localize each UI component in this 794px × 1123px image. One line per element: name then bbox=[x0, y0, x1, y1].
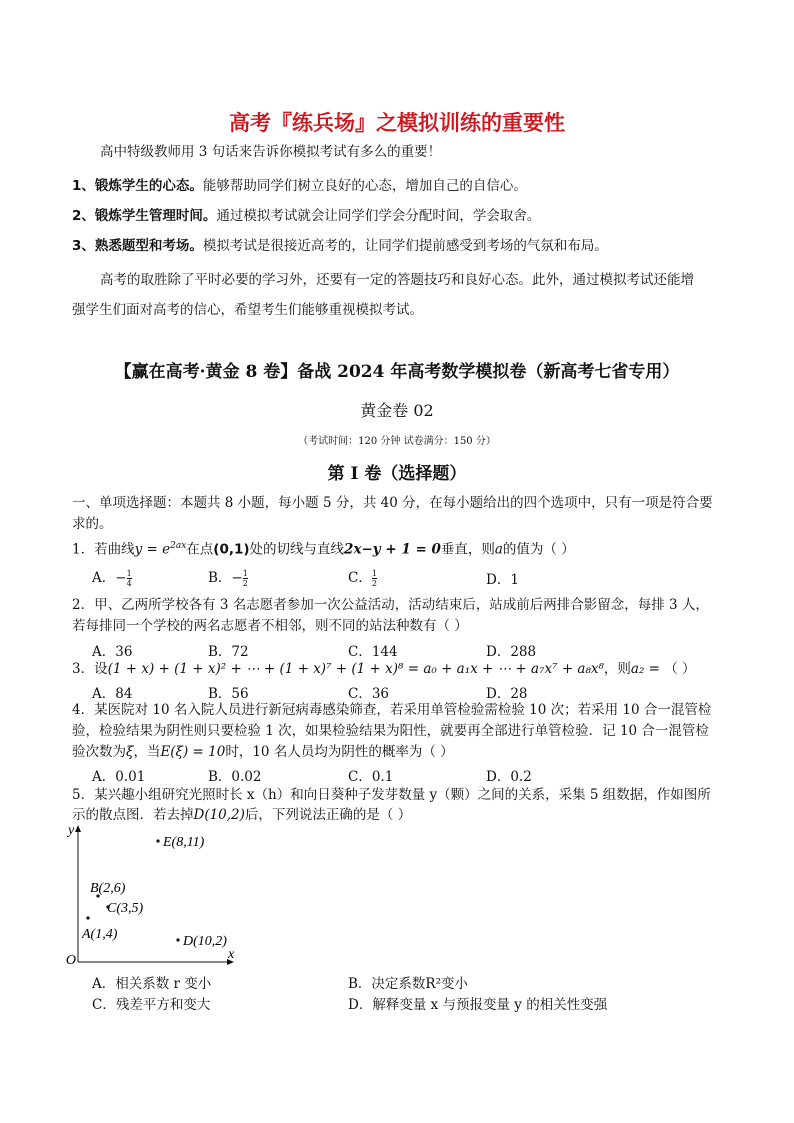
closing-line-1: 高考的取胜除了平时必要的学习外，还要有一定的答题技巧和良好心态。此外，通过模拟考试还能增 bbox=[100, 272, 694, 288]
section-intro-line-2: 求的。 bbox=[72, 516, 113, 532]
point-3-head: 熟悉题型和考场。 bbox=[94, 238, 203, 254]
q4-line3-c: 时，10 名人员均为阴性的概率为（ ） bbox=[225, 744, 454, 760]
q5-option-b[interactable]: B．决定系数R²变小 bbox=[348, 976, 468, 992]
q1-option-c-den: 2 bbox=[371, 579, 377, 588]
q2-option-b[interactable]: B．72 bbox=[208, 644, 249, 660]
question-4-line-2: 验，检验结果为阴性则只要检验 1 次，如果检验结果为阳性，就要再全部进行单管检验．记 10 合一混管检 bbox=[72, 723, 709, 739]
q1-exp: 2ax bbox=[170, 541, 187, 551]
q5-option-c[interactable]: C．残差平方和变大 bbox=[92, 997, 211, 1013]
q5-point: D(10,2) bbox=[193, 807, 245, 823]
q1-point: (0,1) bbox=[213, 541, 250, 558]
q4-line3-b: ，当 bbox=[133, 744, 161, 760]
question-2-line-1: 2．甲、乙两所学校各有 3 名志愿者参加一次公益活动，活动结束后，站成前后两排合影留念，每排 3 人， bbox=[72, 597, 709, 613]
point-1-text: 能够帮助同学们树立良好的心态，增加自己的自信心。 bbox=[202, 178, 527, 194]
q1-option-c[interactable] bbox=[348, 566, 377, 588]
q1-option-b-den: 2 bbox=[242, 579, 248, 588]
q1-option-b-sign: − bbox=[231, 570, 243, 586]
question-2-line-2: 若每排同一个学校的两名志愿者不相邻，则不同的站法种数有（ ） bbox=[72, 618, 468, 634]
q3-option-d[interactable]: D．28 bbox=[486, 686, 528, 702]
q5-option-d[interactable]: D．解释变量 x 与预报变量 y 的相关性变强 bbox=[348, 997, 608, 1013]
q3-suffix: = （ ） bbox=[644, 661, 696, 677]
q4-option-b[interactable]: B．0.02 bbox=[208, 769, 262, 785]
section-intro-line-1: 一、单项选择题：本题共 8 小题，每小题 5 分，共 40 分，在每小题给出的四个选项中，只有一项是符合要 bbox=[72, 495, 713, 511]
closing-line-2: 强学生们面对高考的信心，希望考生们能够重视模拟考试。 bbox=[72, 302, 423, 318]
q1-option-c-label: C． bbox=[348, 570, 372, 586]
q4-option-d[interactable]: D．0.2 bbox=[486, 769, 532, 785]
q2-option-a[interactable]: A．36 bbox=[92, 644, 133, 660]
q1-option-b[interactable] bbox=[208, 566, 248, 588]
q3-option-c[interactable]: C．36 bbox=[348, 686, 390, 702]
scatter-point-0 bbox=[86, 916, 89, 919]
q5-line2-a: 示的散点图．若去掉 bbox=[72, 807, 194, 823]
q1-prefix: 1．若曲线 bbox=[72, 541, 135, 558]
question-5-line-1: 5．某兴趣小组研究光照时长 x（h）和向日葵种子发芽数量 y（颗）之间的关系，采集 5 组数据，作如图所 bbox=[72, 787, 711, 803]
question-3-stem bbox=[72, 660, 696, 678]
scatter-plot bbox=[65, 822, 238, 970]
q1-option-d[interactable] bbox=[486, 568, 519, 588]
q5-line2-b: 后，下列说法正确的是（ ） bbox=[244, 807, 412, 823]
y-axis-label: y bbox=[68, 823, 75, 838]
q1-var: a bbox=[494, 541, 503, 558]
q1-option-c-num: 1 bbox=[371, 569, 377, 578]
exam-subtitle: 黄金卷 02 bbox=[360, 401, 434, 420]
part-title: 第 I 卷（选择题） bbox=[327, 464, 467, 484]
q1-option-a-label: A． bbox=[92, 570, 116, 586]
q1-option-b-label: B． bbox=[208, 570, 232, 586]
scatter-point-label-1: B(2,6) bbox=[90, 881, 126, 896]
q3-var: a₂ bbox=[630, 661, 645, 677]
q1-option-d-value: 1 bbox=[510, 572, 519, 588]
point-1 bbox=[72, 177, 527, 195]
point-1-num: 1、 bbox=[72, 178, 95, 194]
exam-title: 【赢在高考·黄金 8 卷】备战 2024 年高考数学模拟卷（新高考七省专用） bbox=[114, 362, 680, 382]
q1-line: 2x−y + 1 = 0 bbox=[344, 541, 441, 558]
y-axis-arrow bbox=[75, 825, 81, 832]
point-2-num: 2、 bbox=[72, 208, 95, 224]
point-2 bbox=[72, 207, 540, 225]
q3-option-b[interactable]: B．56 bbox=[208, 686, 249, 702]
q1-option-a-num: 1 bbox=[126, 569, 132, 578]
q1-option-a-sign: − bbox=[115, 570, 127, 586]
exam-meta: （考试时间：120 分钟 试卷满分：150 分） bbox=[298, 436, 496, 447]
q1-option-a-den: 4 bbox=[126, 579, 132, 588]
q1-mid1: 在点 bbox=[186, 541, 214, 558]
question-4-line-3 bbox=[72, 743, 454, 761]
document-title: 高考『练兵场』之模拟训练的重要性 bbox=[229, 111, 565, 135]
q3-option-a[interactable]: A．84 bbox=[92, 686, 133, 702]
scatter-point-label-4: E(8,11) bbox=[163, 835, 205, 850]
question-4-line-1: 4．某医院对 10 名入院人员进行新冠病毒感染筛查，若采用单管检验需检验 10 次；若采用 10 合一混管检 bbox=[72, 702, 712, 718]
q1-option-a[interactable] bbox=[92, 566, 132, 588]
q3-mid: ，则 bbox=[603, 661, 631, 677]
intro-text: 高中特级教师用 3 句话来告诉你模拟考试有多么的重要！ bbox=[100, 144, 442, 160]
q1-suffix: 的值为（ ） bbox=[502, 541, 575, 558]
q5-option-a[interactable]: A．相关系数 r 变小 bbox=[92, 976, 212, 992]
point-2-text: 通过模拟考试就会让同学们学会分配时间，学会取舍。 bbox=[216, 208, 541, 224]
point-3-num: 3、 bbox=[72, 238, 95, 254]
q4-var: ξ bbox=[126, 744, 134, 760]
scatter-point-label-2: C(3,5) bbox=[107, 901, 144, 916]
q1-curve: y = e bbox=[134, 541, 171, 558]
x-axis-label: x bbox=[228, 947, 235, 962]
q2-option-d[interactable]: D．288 bbox=[486, 644, 537, 660]
q4-line3-a: 验次数为 bbox=[72, 744, 126, 760]
scatter-points bbox=[81, 835, 227, 949]
q1-mid2: 处的切线与直线 bbox=[249, 541, 345, 558]
question-1-stem bbox=[72, 537, 575, 559]
q4-cond: E(ξ) = 10 bbox=[160, 744, 226, 760]
q1-mid3: 垂直，则 bbox=[440, 541, 495, 558]
scatter-point-3 bbox=[176, 938, 179, 941]
origin-label: O bbox=[65, 953, 76, 968]
q4-option-a[interactable]: A．0.01 bbox=[92, 769, 146, 785]
q4-option-c[interactable]: C．0.1 bbox=[348, 769, 394, 785]
scatter-point-label-0: A(1,4) bbox=[82, 927, 118, 942]
q2-option-c[interactable]: C．144 bbox=[348, 644, 398, 660]
scatter-point-4 bbox=[156, 839, 159, 842]
point-2-head: 锻炼学生管理时间。 bbox=[94, 208, 217, 224]
point-3-text: 模拟考试是很接近高考的，让同学们提前感受到考场的气氛和布局。 bbox=[202, 238, 608, 254]
q1-option-d-label: D． bbox=[486, 572, 511, 588]
scatter-point-label-3: D(10,2) bbox=[183, 934, 227, 949]
q3-expr: (1 + x) + (1 + x)² + ⋯ + (1 + x)⁷ + (1 + x)⁸ = a₀ + a₁x + ⋯ + a₇x⁷ + a₈x⁸ bbox=[107, 661, 604, 677]
point-1-head: 锻炼学生的心态。 bbox=[94, 178, 203, 194]
q3-prefix: 3．设 bbox=[72, 661, 108, 677]
q1-option-b-num: 1 bbox=[242, 569, 248, 578]
point-3 bbox=[72, 237, 608, 255]
